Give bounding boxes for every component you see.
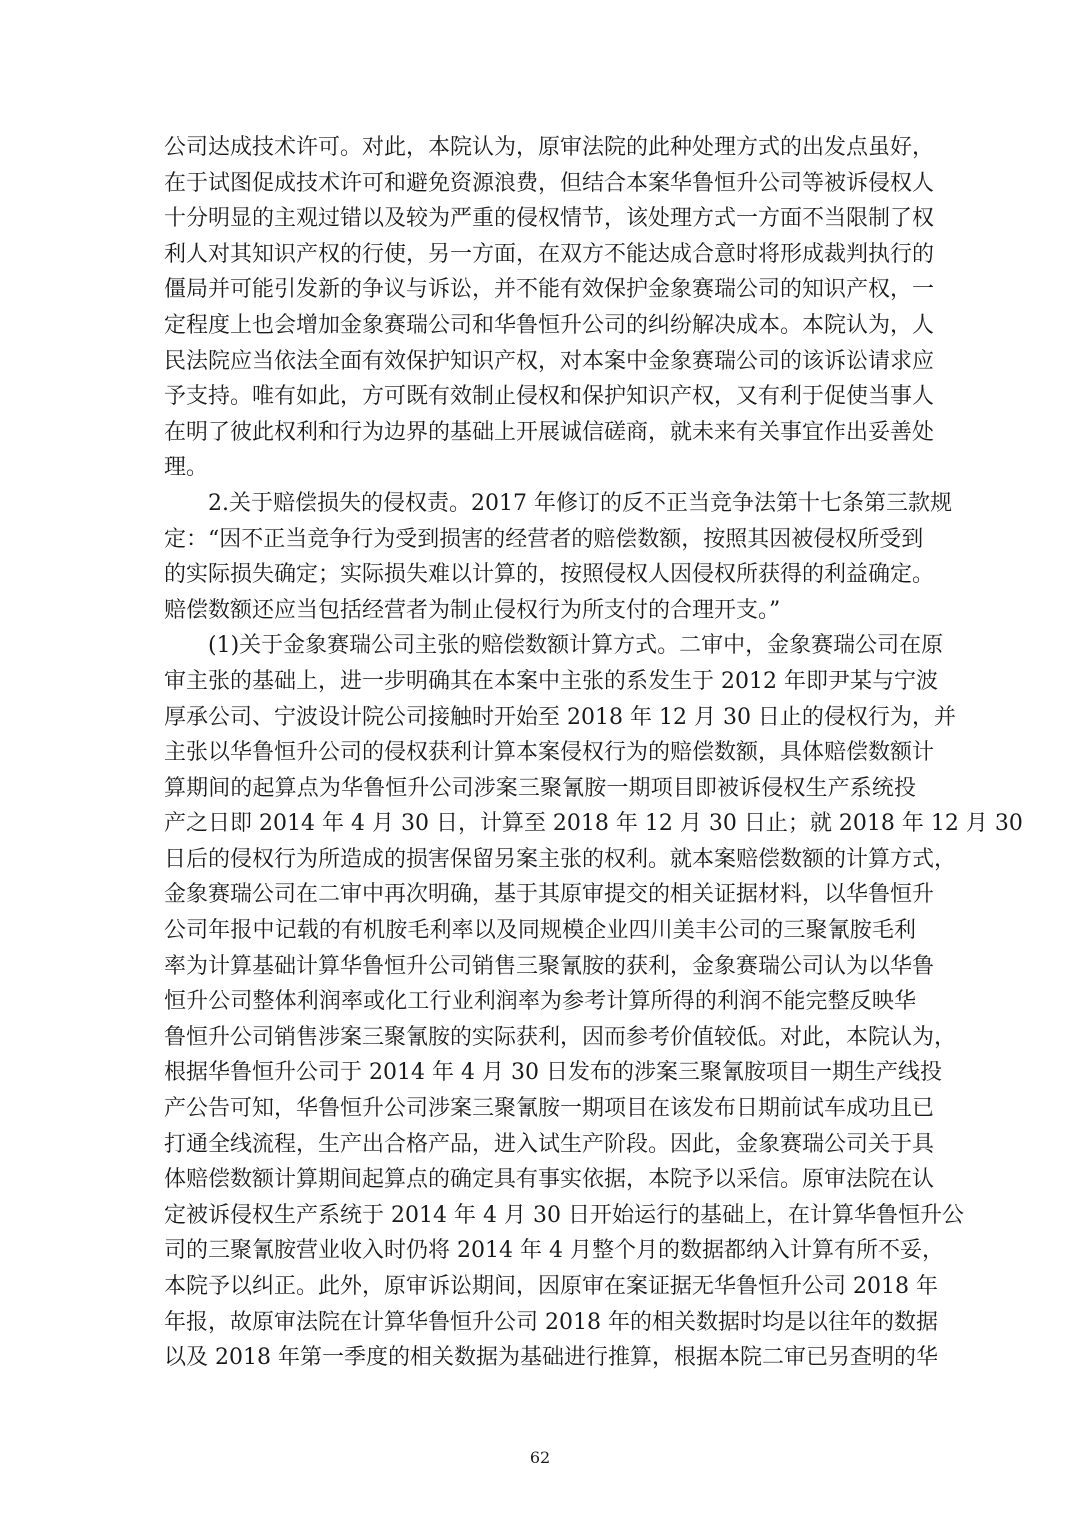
text-line: 日后的侵权行为所造成的损害保留另案主张的权利。就本案赔偿数额的计算方式， [164,846,957,872]
text-line: 根据华鲁恒升公司于 2014 年 4 月 30 日发布的涉案三聚氰胺项目一期生产线投 [164,1060,942,1086]
text-line: 恒升公司整体利润率或化工行业利润率为参考计算所得的利润不能完整反映华 [164,989,916,1015]
text-line: 鲁恒升公司销售涉案三聚氰胺的实际获利，因而参考价值较低。对此，本院认为， [164,1024,957,1050]
text-line: 利人对其知识产权的行使，另一方面，在双方不能达成合意时将形成裁判执行的 [164,241,935,267]
text-line: 在于试图促成技术许可和避免资源浪费，但结合本案华鲁恒升公司等被诉侵权人 [164,170,935,196]
text-line: 体赔偿数额计算期间起算点的确定具有事实依据，本院予以采信。原审法院在认 [164,1167,935,1193]
text-line: 定程度上也会增加金象赛瑞公司和华鲁恒升公司的纠纷解决成本。本院认为，人 [164,312,935,338]
text-line: 本院予以纠正。此外，原审诉讼期间，因原审在案证据无华鲁恒升公司 2018 年 [164,1274,938,1299]
text-line: 率为计算基础计算华鲁恒升公司销售三聚氰胺的获利，金象赛瑞公司认为以华鲁 [164,953,935,979]
text-line: 在明了彼此权利和行为边界的基础上开展诚信磋商，就未来有关事宜作出妥善处 [164,419,935,445]
text-line: 主张以华鲁恒升公司的侵权获利计算本案侵权行为的赔偿数额，具体赔偿数额计 [164,740,935,766]
text-line: 产之日即 2014 年 4 月 30 日，计算至 2018 年 12 月 30 日止；就 2018 年 12 月 30 [164,811,1023,837]
text-line: 定被诉侵权生产系统于 2014 年 4 月 30 日开始运行的基础上，在计算华鲁恒升公 [164,1202,964,1228]
page-number: 62 [529,1448,551,1467]
text-line: 民法院应当依法全面有效保护知识产权，对本案中金象赛瑞公司的该诉讼请求应 [164,348,935,374]
text-line: 理。 [164,455,209,481]
text-line: 打通全线流程，生产出合格产品，进入试生产阶段。因此，金象赛瑞公司关于具 [164,1131,935,1157]
text-line: 僵局并可能引发新的争议与诉讼，并不能有效保护金象赛瑞公司的知识产权，一 [164,277,935,303]
text-line: 公司年报中记载的有机胺毛利率以及同规模企业四川美丰公司的三聚氰胺毛利 [164,918,916,944]
text-line: 金象赛瑞公司在二审中再次明确，基于其原审提交的相关证据材料，以华鲁恒升 [164,882,935,908]
paragraph-start-line: (1)关于金象赛瑞公司主张的赔偿数额计算方式。二审中，金象赛瑞公司在原 [208,633,944,659]
text-line: 赔偿数额还应当包括经营者为制止侵权行为所支付的合理开支。” [164,597,781,623]
text-line: 审主张的基础上，进一步明确其在本案中主张的系发生于 2012 年即尹某与宁波 [164,668,938,694]
text-line: 司的三聚氰胺营业收入时仍将 2014 年 4 月整个月的数据都纳入计算有所不妥， [164,1238,944,1264]
text-line: 厚承公司、宁波设计院公司接触时开始至 2018 年 12 月 30 日止的侵权行为，并 [164,704,956,730]
text-line: 以及 2018 年第一季度的相关数据为基础进行推算，根据本院二审已另查明的华 [164,1345,938,1371]
text-line: 定：“因不正当竞争行为受到损害的经营者的赔偿数额，按照其因被侵权所受到 [164,526,924,552]
body-text [164,130,1023,1376]
text-line: 年报，故原审法院在计算华鲁恒升公司 2018 年的相关数据时均是以往年的数据 [164,1309,938,1335]
text-line: 产公告可知，华鲁恒升公司涉案三聚氰胺一期项目在该发布日期前试车成功且已 [164,1096,935,1122]
text-line: 十分明显的主观过错以及较为严重的侵权情节，该处理方式一方面不当限制了权 [164,206,935,232]
paragraph-start-line: 2.关于赔偿损失的侵权责。2017 年修订的反不正当竞争法第十七条第三款规 [208,490,952,516]
text-line: 的实际损失确定；实际损失难以计算的，按照侵权人因侵权所获得的利益确定。 [164,562,935,588]
text-line: 公司达成技术许可。对此，本院认为，原审法院的此种处理方式的出发点虽好， [164,135,935,160]
text-line: 予支持。唯有如此，方可既有效制止侵权和保护知识产权，又有利于促使当事人 [164,384,935,410]
text-line: 算期间的起算点为华鲁恒升公司涉案三聚氰胺一期项目即被诉侵权生产系统投 [164,775,916,801]
